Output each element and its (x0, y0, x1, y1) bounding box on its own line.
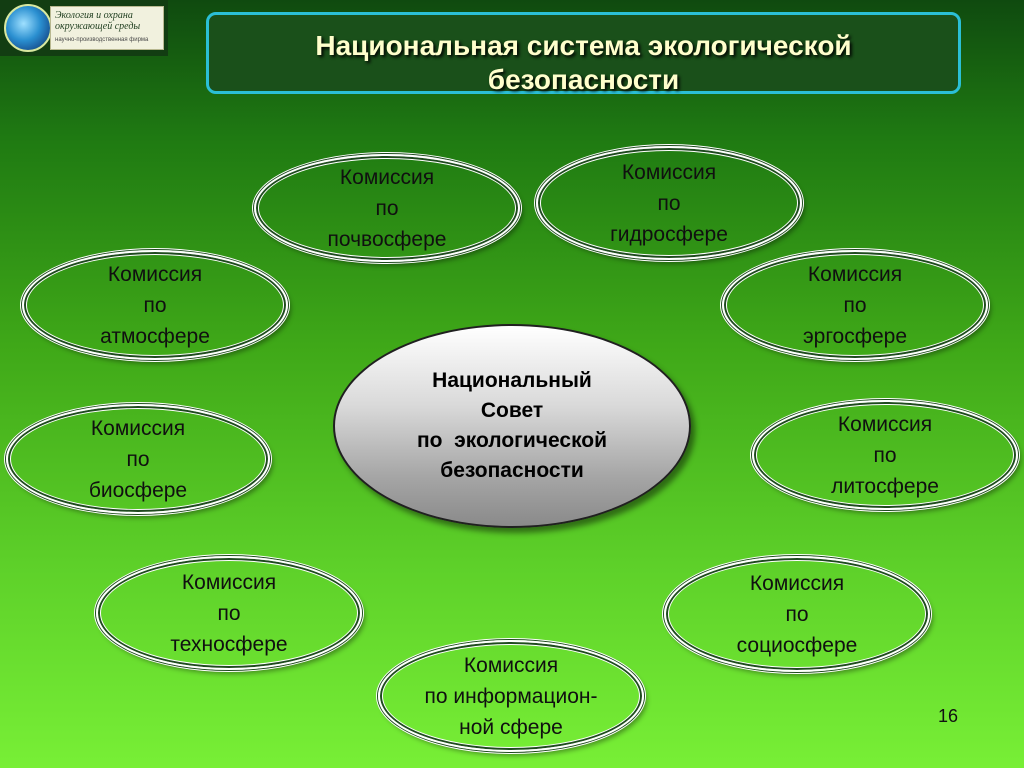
commission-line: Комиссия (339, 165, 435, 189)
globe-icon (4, 4, 52, 52)
council-line: Национальный (432, 369, 592, 392)
commission-line: социосфере (736, 633, 858, 657)
commission-ergosfera (722, 250, 988, 360)
commission-line: литосфере (831, 474, 939, 498)
council-line: безопасности (440, 459, 584, 482)
commission-sociosfera (664, 556, 930, 672)
title-line-2: безопасности (487, 64, 680, 95)
commission-litosfera (752, 400, 1018, 510)
page-number: 16 (938, 706, 959, 726)
commission-gidrosfera (536, 146, 802, 260)
commission-line: по (873, 443, 897, 467)
commission-line: по (375, 196, 399, 220)
commission-line: Комиссия (107, 262, 203, 286)
commission-line: Комиссия (90, 416, 186, 440)
commission-biosfera (6, 404, 270, 514)
commission-line: по (843, 293, 867, 317)
commission-tehnosfera (96, 556, 362, 670)
commission-line: по (143, 293, 167, 317)
commission-line: по (126, 447, 150, 471)
logo-card (50, 6, 164, 50)
commission-line: ной сфере (459, 715, 563, 739)
commission-line: гидросфере (610, 222, 728, 246)
national-council (333, 324, 691, 528)
commission-informsfera (378, 640, 644, 752)
commission-line: техносфере (170, 632, 288, 656)
page-title (209, 29, 958, 97)
commission-line: по (217, 601, 241, 625)
logo-line-2: окружающей среды (55, 21, 141, 32)
commission-atmosfera (22, 250, 288, 360)
logo-line-3: научно-производственная фирма (55, 37, 149, 43)
commission-line: по (657, 191, 681, 215)
commission-line: по (785, 602, 809, 626)
commission-line: по информацион- (424, 684, 598, 708)
commission-line: атмосфере (100, 324, 210, 348)
commission-line: Комиссия (621, 160, 717, 184)
commission-line: эргосфере (802, 324, 908, 348)
logo-line-1: Экология и охрана (55, 10, 133, 21)
commission-line: Комиссия (463, 653, 559, 677)
council-line: по экологической (416, 429, 608, 452)
commission-line: Комиссия (181, 570, 277, 594)
commission-line: Комиссия (749, 571, 845, 595)
commission-line: почвосфере (327, 227, 447, 251)
council-line: Совет (480, 399, 544, 422)
commission-line: биосфере (88, 478, 188, 502)
commission-line: Комиссия (837, 412, 933, 436)
title-box (206, 12, 961, 94)
logo (0, 0, 168, 56)
title-line-1: Национальная система экологической (315, 30, 852, 61)
commission-pochvosfera (254, 154, 520, 262)
commission-line: Комиссия (807, 262, 903, 286)
